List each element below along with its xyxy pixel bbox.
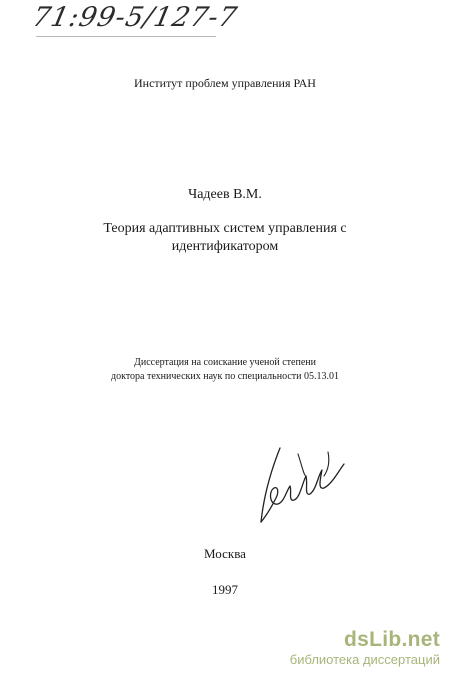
watermark-subtitle: библиотека диссертаций bbox=[289, 652, 440, 667]
archive-code-handwritten: 71:99-5/127-7 bbox=[29, 2, 241, 33]
author-name: Чадеев В.М. bbox=[188, 187, 262, 202]
institute-name: Институт проблем управления РАН bbox=[134, 76, 316, 90]
year: 1997 bbox=[212, 582, 238, 597]
dissertation-degree-statement bbox=[0, 356, 450, 384]
degree-line-2: доктора технических наук по специальности 05.13.01 bbox=[111, 371, 339, 382]
title-line-2: идентификатором bbox=[171, 239, 279, 254]
dslib-watermark bbox=[290, 628, 440, 668]
title-line-1: Теория адаптивных систем управления с bbox=[103, 221, 347, 236]
degree-line-1: Диссертация на соискание ученой степени bbox=[134, 357, 316, 368]
watermark-logo: dsLib.net bbox=[343, 628, 440, 651]
dissertation-title bbox=[0, 220, 450, 256]
archive-code-underline bbox=[36, 36, 216, 37]
handwritten-signature bbox=[258, 446, 348, 526]
city: Москва bbox=[204, 546, 246, 561]
